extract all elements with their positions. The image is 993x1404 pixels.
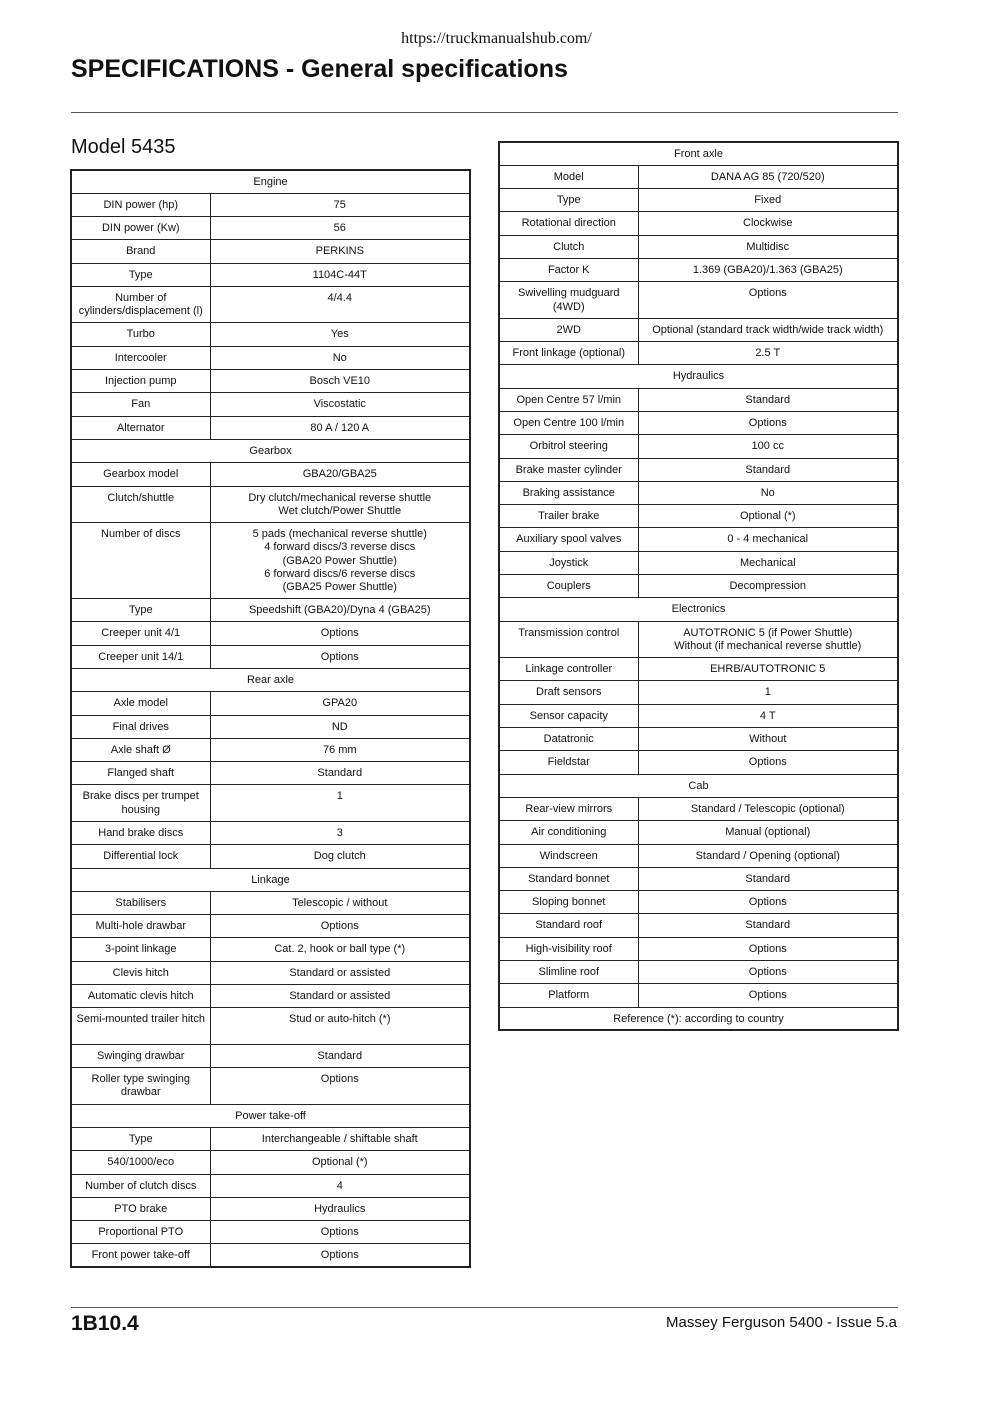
spec-label: Number of cylinders/displacement (l) [71, 286, 210, 323]
spec-row [71, 346, 470, 369]
spec-value: Standard [638, 388, 898, 411]
spec-value: No [638, 481, 898, 504]
spec-row [499, 821, 898, 844]
spec-row [499, 505, 898, 528]
spec-value: 4/4.4 [210, 286, 470, 323]
spec-label: Semi-mounted trailer hitch [71, 1008, 210, 1045]
spec-row [499, 388, 898, 411]
spec-label: PTO brake [71, 1197, 210, 1220]
spec-label: Intercooler [71, 346, 210, 369]
spec-value: 1 [638, 681, 898, 704]
spec-row [499, 189, 898, 212]
section-header-row [71, 170, 470, 193]
spec-label: Injection pump [71, 370, 210, 393]
spec-value: Optional (standard track width/wide track width) [638, 318, 898, 341]
spec-label: Auxiliary spool valves [499, 528, 638, 551]
spec-label: Brand [71, 240, 210, 263]
spec-row [499, 411, 898, 434]
spec-label: Model [499, 165, 638, 188]
spec-label: DIN power (Kw) [71, 217, 210, 240]
spec-value: 1.369 (GBA20)/1.363 (GBA25) [638, 258, 898, 281]
spec-value: Hydraulics [210, 1197, 470, 1220]
spec-value: 1 [210, 785, 470, 822]
spec-value: EHRB/AUTOTRONIC 5 [638, 658, 898, 681]
spec-value: DANA AG 85 (720/520) [638, 165, 898, 188]
header-divider [71, 112, 898, 113]
spec-value: 100 cc [638, 435, 898, 458]
source-url: https://truckmanualshub.com/ [401, 30, 592, 47]
spec-row [499, 282, 898, 319]
spec-row [499, 435, 898, 458]
spec-row [71, 891, 470, 914]
spec-row [499, 551, 898, 574]
spec-label: Swinging drawbar [71, 1044, 210, 1067]
spec-label: Automatic clevis hitch [71, 985, 210, 1008]
section-title: Gearbox [71, 439, 470, 462]
spec-value: Options [638, 411, 898, 434]
model-heading: Model 5435 [71, 136, 176, 158]
manual-issue: Massey Ferguson 5400 - Issue 5.a [666, 1314, 897, 1331]
spec-row [499, 235, 898, 258]
section-title: Rear axle [71, 668, 470, 691]
spec-value: 76 mm [210, 738, 470, 761]
spec-label: Orbitrol steering [499, 435, 638, 458]
spec-label: Type [71, 263, 210, 286]
spec-label: Fieldstar [499, 751, 638, 774]
spec-label: Trailer brake [499, 505, 638, 528]
spec-value: Options [638, 961, 898, 984]
page-title: SPECIFICATIONS - General specifications [71, 55, 568, 83]
section-header-row [71, 1104, 470, 1127]
section-header-row [499, 1007, 898, 1030]
spec-label: Couplers [499, 575, 638, 598]
page-number: 1B10.4 [71, 1312, 139, 1335]
spec-row [71, 645, 470, 668]
spec-row [71, 1127, 470, 1150]
spec-label: Type [71, 1127, 210, 1150]
spec-row [71, 323, 470, 346]
spec-value: Options [638, 282, 898, 319]
spec-label: Brake discs per trumpet housing [71, 785, 210, 822]
spec-row [499, 575, 898, 598]
spec-row [71, 217, 470, 240]
spec-value: Options [210, 1068, 470, 1105]
spec-value: 0 - 4 mechanical [638, 528, 898, 551]
spec-value: AUTOTRONIC 5 (if Power Shuttle) Without (if mechanical reverse shuttle) [638, 621, 898, 658]
spec-row [499, 984, 898, 1007]
section-title: Linkage [71, 868, 470, 891]
spec-row [71, 938, 470, 961]
spec-label: Gearbox model [71, 463, 210, 486]
spec-row [71, 692, 470, 715]
spec-label: Differential lock [71, 845, 210, 868]
spec-value: 4 T [638, 704, 898, 727]
spec-value: Standard / Telescopic (optional) [638, 797, 898, 820]
spec-label: Clutch [499, 235, 638, 258]
spec-row [71, 240, 470, 263]
left-spec-table [70, 169, 471, 1268]
spec-value: Options [638, 891, 898, 914]
spec-value: 5 pads (mechanical reverse shuttle) 4 forward discs/3 reverse discs (GBA20 Power Shuttle) 6 forward discs/6 reverse discs (GBA25 Power Shuttle) [210, 523, 470, 599]
spec-label: Windscreen [499, 844, 638, 867]
spec-row [71, 622, 470, 645]
spec-row [71, 1044, 470, 1067]
spec-value: GPA20 [210, 692, 470, 715]
section-title: Power take-off [71, 1104, 470, 1127]
spec-row [499, 481, 898, 504]
spec-value: Standard [638, 914, 898, 937]
spec-value: Options [210, 1244, 470, 1267]
spec-value: 4 [210, 1174, 470, 1197]
spec-row [499, 961, 898, 984]
spec-label: Creeper unit 14/1 [71, 645, 210, 668]
spec-value: Standard / Opening (optional) [638, 844, 898, 867]
spec-row [71, 463, 470, 486]
spec-label: Axle shaft Ø [71, 738, 210, 761]
spec-value: Options [638, 937, 898, 960]
spec-value: ND [210, 715, 470, 738]
section-header-row [499, 142, 898, 165]
spec-label: Turbo [71, 323, 210, 346]
spec-label: Proportional PTO [71, 1221, 210, 1244]
spec-value: 2.5 T [638, 342, 898, 365]
spec-label: 540/1000/eco [71, 1151, 210, 1174]
spec-label: Number of clutch discs [71, 1174, 210, 1197]
spec-value: Standard [210, 762, 470, 785]
spec-row [499, 751, 898, 774]
spec-row [499, 891, 898, 914]
footer-divider [71, 1307, 898, 1308]
spec-row [499, 681, 898, 704]
spec-label: Creeper unit 4/1 [71, 622, 210, 645]
spec-value: 75 [210, 193, 470, 216]
spec-label: Clutch/shuttle [71, 486, 210, 523]
spec-row [71, 985, 470, 1008]
spec-label: Rotational direction [499, 212, 638, 235]
spec-label: Transmission control [499, 621, 638, 658]
spec-row [71, 1197, 470, 1220]
spec-row [71, 370, 470, 393]
spec-row [499, 318, 898, 341]
spec-label: Type [499, 189, 638, 212]
spec-value: Multidisc [638, 235, 898, 258]
spec-row [71, 599, 470, 622]
spec-value: Speedshift (GBA20)/Dyna 4 (GBA25) [210, 599, 470, 622]
spec-row [71, 1174, 470, 1197]
spec-row [71, 915, 470, 938]
right-spec-table [498, 141, 899, 1031]
spec-label: Linkage controller [499, 658, 638, 681]
spec-value: Cat. 2, hook or ball type (*) [210, 938, 470, 961]
spec-value: Bosch VE10 [210, 370, 470, 393]
spec-value: Options [210, 622, 470, 645]
spec-row [499, 937, 898, 960]
spec-label: Open Centre 100 l/min [499, 411, 638, 434]
spec-label: Stabilisers [71, 891, 210, 914]
spec-row [71, 845, 470, 868]
spec-label: Number of discs [71, 523, 210, 599]
spec-label: 3-point linkage [71, 938, 210, 961]
spec-value: Options [210, 1221, 470, 1244]
spec-row [71, 785, 470, 822]
spec-value: Clockwise [638, 212, 898, 235]
spec-value: Without [638, 728, 898, 751]
spec-label: Braking assistance [499, 481, 638, 504]
spec-value: Standard or assisted [210, 961, 470, 984]
spec-value: Interchangeable / shiftable shaft [210, 1127, 470, 1150]
section-header-row [499, 598, 898, 621]
spec-label: Type [71, 599, 210, 622]
spec-label: 2WD [499, 318, 638, 341]
spec-row [71, 286, 470, 323]
spec-label: Fan [71, 393, 210, 416]
section-title: Electronics [499, 598, 898, 621]
spec-row [71, 486, 470, 523]
spec-value: Optional (*) [638, 505, 898, 528]
spec-row [71, 263, 470, 286]
spec-row [71, 738, 470, 761]
spec-value: Options [210, 645, 470, 668]
spec-label: Roller type swinging drawbar [71, 1068, 210, 1105]
spec-row [71, 193, 470, 216]
spec-row [71, 1008, 470, 1045]
section-header-row [499, 365, 898, 388]
spec-label: Multi-hole drawbar [71, 915, 210, 938]
spec-value: Dry clutch/mechanical reverse shuttle Wet clutch/Power Shuttle [210, 486, 470, 523]
spec-value: Options [638, 984, 898, 1007]
spec-row [71, 1068, 470, 1105]
spec-label: Factor K [499, 258, 638, 281]
spec-row [499, 914, 898, 937]
spec-label: DIN power (hp) [71, 193, 210, 216]
spec-label: Alternator [71, 416, 210, 439]
spec-label: Platform [499, 984, 638, 1007]
spec-label: Flanged shaft [71, 762, 210, 785]
section-header-row [71, 439, 470, 462]
spec-row [499, 258, 898, 281]
spec-row [71, 523, 470, 599]
spec-value: Viscostatic [210, 393, 470, 416]
spec-label: Brake master cylinder [499, 458, 638, 481]
section-title: Cab [499, 774, 898, 797]
spec-row [71, 715, 470, 738]
section-header-row [71, 868, 470, 891]
spec-label: Sensor capacity [499, 704, 638, 727]
spec-value: Standard [638, 867, 898, 890]
spec-value: GBA20/GBA25 [210, 463, 470, 486]
spec-value: 80 A / 120 A [210, 416, 470, 439]
spec-label: Open Centre 57 l/min [499, 388, 638, 411]
spec-value: Standard [638, 458, 898, 481]
section-title: Hydraulics [499, 365, 898, 388]
spec-label: Final drives [71, 715, 210, 738]
spec-row [499, 658, 898, 681]
spec-row [71, 393, 470, 416]
spec-row [71, 961, 470, 984]
section-title: Front axle [499, 142, 898, 165]
spec-row [499, 621, 898, 658]
section-title: Reference (*): according to country [499, 1007, 898, 1030]
spec-row [71, 416, 470, 439]
spec-row [499, 528, 898, 551]
spec-label: Sloping bonnet [499, 891, 638, 914]
spec-value: Mechanical [638, 551, 898, 574]
spec-row [499, 867, 898, 890]
spec-value: Fixed [638, 189, 898, 212]
spec-label: Axle model [71, 692, 210, 715]
spec-value: Decompression [638, 575, 898, 598]
spec-value: Manual (optional) [638, 821, 898, 844]
spec-row [499, 704, 898, 727]
spec-label: Air conditioning [499, 821, 638, 844]
spec-row [71, 1244, 470, 1267]
spec-label: Rear-view mirrors [499, 797, 638, 820]
spec-row [499, 844, 898, 867]
spec-row [71, 1221, 470, 1244]
spec-row [499, 165, 898, 188]
spec-label: Swivelling mudguard (4WD) [499, 282, 638, 319]
spec-label: Datatronic [499, 728, 638, 751]
spec-row [499, 458, 898, 481]
spec-row [499, 342, 898, 365]
spec-row [71, 762, 470, 785]
spec-value: 56 [210, 217, 470, 240]
spec-value: Standard [210, 1044, 470, 1067]
spec-value: No [210, 346, 470, 369]
spec-label: Front linkage (optional) [499, 342, 638, 365]
spec-label: Hand brake discs [71, 821, 210, 844]
spec-value: Dog clutch [210, 845, 470, 868]
spec-row [499, 797, 898, 820]
spec-value: 1104C-44T [210, 263, 470, 286]
spec-label: High-visibility roof [499, 937, 638, 960]
spec-row [499, 728, 898, 751]
spec-row [71, 1151, 470, 1174]
spec-row [499, 212, 898, 235]
section-header-row [71, 668, 470, 691]
section-header-row [499, 774, 898, 797]
spec-value: Stud or auto-hitch (*) [210, 1008, 470, 1045]
spec-value: 3 [210, 821, 470, 844]
spec-label: Standard bonnet [499, 867, 638, 890]
spec-label: Clevis hitch [71, 961, 210, 984]
spec-label: Front power take-off [71, 1244, 210, 1267]
section-title: Engine [71, 170, 470, 193]
spec-label: Draft sensors [499, 681, 638, 704]
spec-value: Standard or assisted [210, 985, 470, 1008]
spec-value: PERKINS [210, 240, 470, 263]
spec-value: Options [210, 915, 470, 938]
spec-label: Standard roof [499, 914, 638, 937]
spec-value: Optional (*) [210, 1151, 470, 1174]
spec-row [71, 821, 470, 844]
spec-value: Yes [210, 323, 470, 346]
spec-label: Joystick [499, 551, 638, 574]
spec-label: Slimline roof [499, 961, 638, 984]
spec-value: Telescopic / without [210, 891, 470, 914]
spec-value: Options [638, 751, 898, 774]
